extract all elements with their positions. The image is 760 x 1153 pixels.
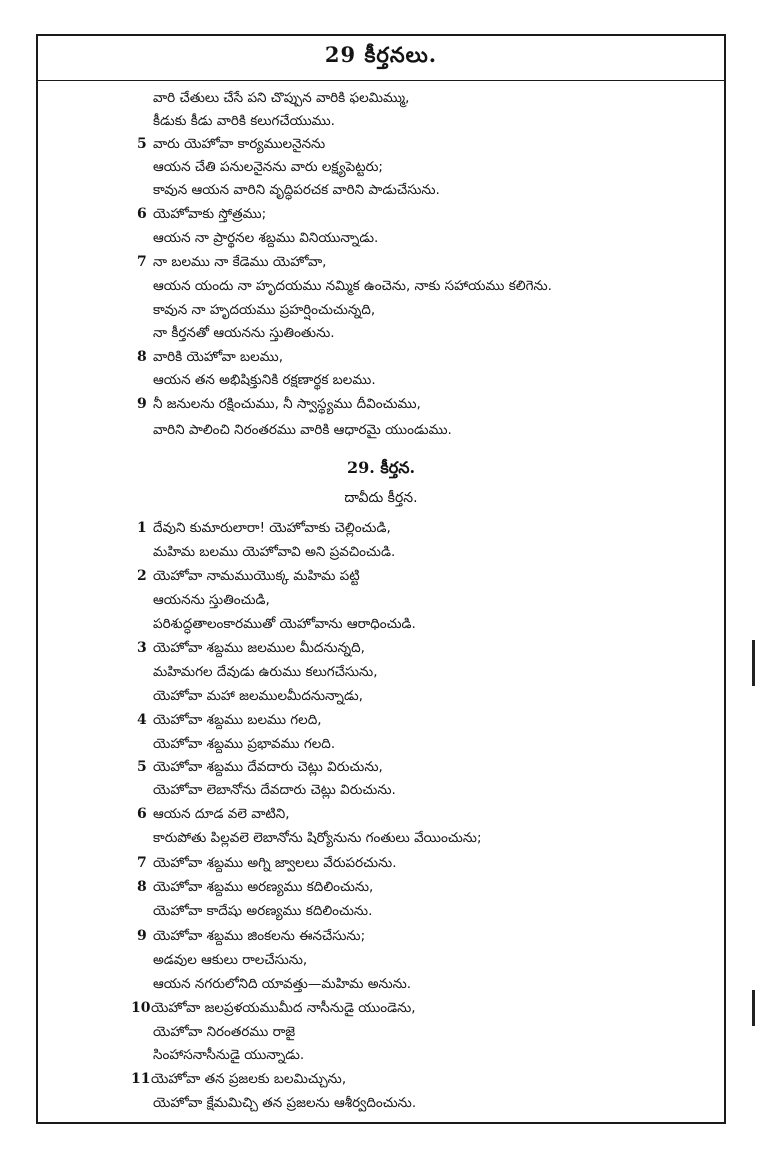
verse-number: 6 — [137, 806, 147, 822]
verse-number: 9 — [137, 928, 147, 944]
verse-line: యెహోవా క్షేమమిచ్చి తన ప్రజలను ఆశీర్వదించును. — [153, 1095, 417, 1111]
verse-number: 7 — [137, 254, 147, 270]
verse-line: యెహోవా నిరంతరము రాజై — [153, 1024, 296, 1040]
verse-line: కావున ఆయన వారిని వృద్ధిపరచక వారిని పాడుచేసును. — [153, 182, 440, 198]
verse-5 — [137, 134, 325, 154]
verse-line: సింహాసనాసీనుడై యున్నాడు. — [153, 1047, 305, 1063]
psalm-title: 29. కీర్తన. — [346, 458, 416, 477]
verse-9 — [137, 394, 421, 414]
verse-number: 5 — [137, 759, 147, 775]
verse-line: మహిమగల దేవుడు ఉరుము కలుగచేసును, — [153, 664, 378, 680]
verse-line: ఆయనను స్తుతించుడి, — [153, 592, 270, 608]
verse-text: యెహోవా నామముయొక్క మహిమ పట్టి — [153, 568, 360, 584]
page-border-left — [36, 34, 38, 1124]
header-rule — [36, 80, 726, 81]
margin-mark — [752, 990, 755, 1026]
verse-line: కావున నా హృదయము ప్రహర్షించుచున్నది, — [153, 302, 376, 318]
verse-line: యెహోవా మహా జలములమీదనున్నాడు, — [153, 688, 363, 704]
verse-line: కారుపోతు పిల్లవలె లెబానోను షిర్యోనును గంతులు వేయించును; — [153, 830, 482, 846]
verse-4 — [137, 710, 322, 730]
verse-number: 2 — [137, 568, 147, 584]
verse-number: 3 — [137, 640, 147, 656]
verse-2 — [137, 566, 360, 586]
page-border-right — [724, 34, 726, 1124]
verse-number: 4 — [137, 712, 147, 728]
verse-line: యెహోవా కాదేషు అరణ్యము కదిలించును. — [153, 903, 373, 919]
verse-line: వారిని పాలించి నిరంతరము వారికి ఆధారమై యుండుము. — [153, 422, 452, 438]
bottom-rule — [36, 1122, 726, 1124]
verse-text: యెహోవా శబ్దము జింకలను ఈనచేసును; — [153, 928, 366, 944]
running-head: 29 కీర్తనలు. — [324, 42, 438, 67]
verse-number: 8 — [137, 349, 147, 365]
verse-7 — [137, 252, 326, 272]
verse-line: ఆయన చేతి పనులనైనను వారు లక్ష్యపెట్టరు; — [153, 159, 383, 175]
verse-3 — [137, 638, 365, 658]
verse-line: యెహోవా లెబానోను దేవదారు చెట్లు విరుచును. — [153, 782, 396, 798]
verse-line: ఆయన నా ప్రార్థనల శబ్దము వినియున్నాడు. — [153, 230, 379, 246]
verse-line: పరిశుద్ధతాలంకారముతో యెహోవాను ఆరాధించుడి. — [153, 616, 416, 632]
verse-number: 10 — [131, 1000, 151, 1016]
verse-7 — [137, 853, 397, 873]
top-rule — [36, 34, 726, 36]
verse-line: నా కీర్తనతో ఆయనను స్తుతింతును. — [153, 325, 335, 341]
psalm-subtitle: దావీదు కీర్తన. — [344, 490, 418, 506]
verse-text: నా బలము నా కేడెము యెహోవా, — [153, 254, 327, 270]
verse-text: యెహోవా జలప్రళయముమీద నాసీనుడై యుండెను, — [151, 1000, 416, 1016]
verse-line: ఆయన నగరులోనిది యావత్తు—మహిమ అనును. — [153, 976, 412, 992]
verse-text: యెహోవాకు స్తోత్రము; — [153, 206, 267, 222]
verse-line: ఆయన యందు నా హృదయము నమ్మిక ఉంచెను, నాకు సహాయము కలిగెను. — [153, 278, 552, 294]
verse-text: యెహోవా శబ్దము జలముల మీదనున్నది, — [153, 640, 365, 656]
verse-number: 6 — [137, 206, 147, 222]
verse-6 — [137, 204, 266, 224]
verse-5 — [137, 757, 383, 777]
verse-text: వారు యెహోవా కార్యములనైనను — [153, 136, 326, 152]
verse-text: దేవుని కుమారులారా! యెహోవాకు చెల్లించుడి, — [153, 520, 391, 536]
verse-number: 9 — [137, 396, 147, 412]
verse-text: ఆయన దూడ వలె వాటిని, — [153, 806, 290, 822]
verse-1 — [137, 518, 391, 538]
verse-line: యెహోవా శబ్దము ప్రభావము గలది. — [153, 736, 336, 752]
margin-mark — [752, 640, 755, 686]
verse-10 — [131, 998, 416, 1018]
verse-text: యెహోవా శబ్దము అగ్ని జ్వాలలు వేరుపరచును. — [153, 855, 397, 871]
verse-8 — [137, 347, 283, 367]
verse-line: కీడుకు కీడు వారికి కలుగచేయుము. — [153, 113, 335, 129]
verse-number: 11 — [131, 1071, 151, 1087]
verse-6 — [137, 804, 290, 824]
verse-text: యెహోవా శబ్దము దేవదారు చెట్లు విరుచును, — [153, 759, 383, 775]
verse-line: వారి చేతులు చేసే పని చొప్పున వారికి ఫలమిమ్ము, — [153, 90, 410, 106]
verse-line: ఆయన తన అభిషిక్తునికి రక్షణార్థక బలము. — [153, 372, 376, 388]
verse-number: 1 — [137, 520, 147, 536]
verse-text: వారికి యెహోవా బలము, — [153, 349, 283, 365]
verse-9 — [137, 926, 365, 946]
verse-text: నీ జనులను రక్షించుము, నీ స్వాస్థ్యము దీవించుము, — [153, 396, 421, 412]
verse-number: 5 — [137, 136, 147, 152]
verse-number: 8 — [137, 879, 147, 895]
verse-11 — [131, 1069, 346, 1089]
verse-line: అడవుల ఆకులు రాలచేసును, — [153, 952, 308, 968]
verse-text: యెహోవా తన ప్రజలకు బలమిచ్చును, — [151, 1071, 347, 1087]
verse-text: యెహోవా శబ్దము అరణ్యము కదిలించును, — [153, 879, 374, 895]
verse-line: మహిమ బలము యెహోవావి అని ప్రవచించుడి. — [153, 544, 396, 560]
verse-8 — [137, 877, 373, 897]
verse-number: 7 — [137, 855, 147, 871]
verse-text: యెహోవా శబ్దము బలము గలది, — [153, 712, 322, 728]
